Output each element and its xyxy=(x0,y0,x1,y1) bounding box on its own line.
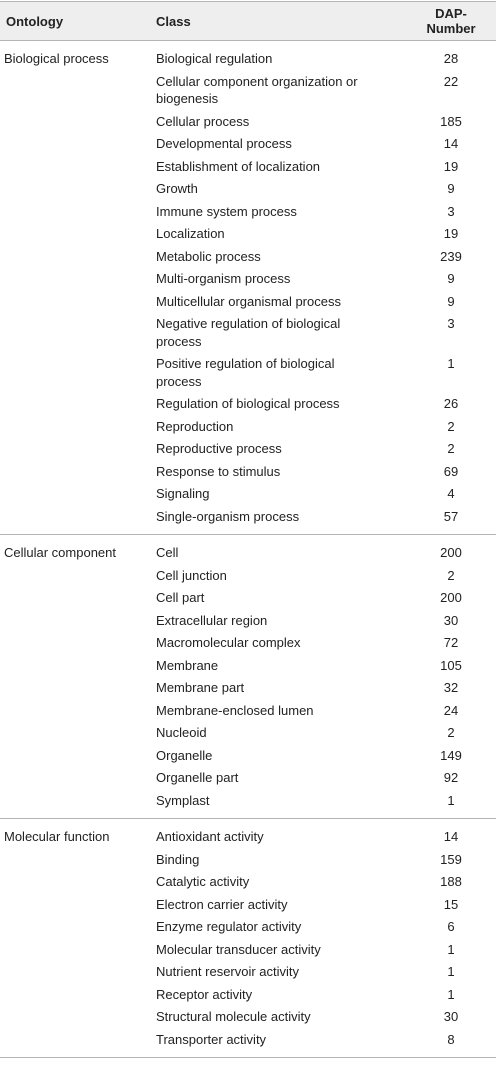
table-row xyxy=(0,41,496,71)
class-cell: Multi-organism process xyxy=(156,271,291,286)
dap-number-cell: 9 xyxy=(447,293,455,309)
class-cell: Macromolecular complex xyxy=(156,635,301,650)
dap-number-cell: 14 xyxy=(443,136,459,151)
header-row xyxy=(0,2,496,41)
dap-number-cell: 188 xyxy=(440,874,462,889)
table-row xyxy=(0,313,496,353)
class-cell: Molecular transducer activity xyxy=(156,941,321,957)
class-cell: Nutrient reservoir activity xyxy=(156,964,300,979)
class-cell: Membrane-enclosed lumen xyxy=(156,702,314,718)
ontology-cell xyxy=(0,983,150,1006)
dap-number-cell: 32 xyxy=(443,680,459,695)
ontology-cell xyxy=(0,871,150,894)
ontology-cell xyxy=(0,353,150,393)
ontology-cell xyxy=(0,178,150,201)
table-row xyxy=(0,587,496,610)
table-row xyxy=(0,70,496,110)
ontology-cell xyxy=(0,564,150,587)
dap-number-cell: 185 xyxy=(440,113,462,129)
class-cell: Localization xyxy=(156,226,225,241)
ontology-cell xyxy=(0,483,150,506)
class-cell: Metabolic process xyxy=(156,248,261,264)
dap-number-cell: 1 xyxy=(447,356,455,371)
ontology-cell xyxy=(0,677,150,700)
table-row xyxy=(0,245,496,268)
table-row xyxy=(0,744,496,767)
table-row xyxy=(0,789,496,819)
ontology-cell: Molecular function xyxy=(4,829,110,844)
class-cell: Multicellular organismal process xyxy=(156,293,341,309)
ontology-cell: Biological process xyxy=(4,51,109,66)
dap-number-cell: 3 xyxy=(447,203,455,219)
ontology-cell xyxy=(0,609,150,632)
ontology-cell xyxy=(0,460,150,483)
table-row xyxy=(0,200,496,223)
dap-number-cell: 19 xyxy=(443,158,459,174)
table-row xyxy=(0,609,496,632)
table-row xyxy=(0,268,496,291)
dap-number-cell: 24 xyxy=(443,702,459,718)
table-row xyxy=(0,871,496,894)
ontology-cell xyxy=(0,961,150,984)
dap-number-cell: 1 xyxy=(402,789,496,819)
header-ontology: Ontology xyxy=(0,2,150,41)
dap-number-cell: 200 xyxy=(440,545,462,560)
table-row xyxy=(0,848,496,871)
ontology-cell xyxy=(0,938,150,961)
dap-number-cell: 2 xyxy=(447,441,455,456)
ontology-cell xyxy=(0,1028,150,1058)
table-row xyxy=(0,155,496,178)
table-header xyxy=(0,2,496,41)
class-cell: Cell part xyxy=(156,590,205,605)
class-cell: Immune system process xyxy=(156,203,297,219)
class-cell: Cellular process xyxy=(156,113,250,129)
class-cell: Extracellular region xyxy=(156,612,268,628)
ontology-cell xyxy=(0,505,150,535)
dap-number-cell: 30 xyxy=(443,612,459,628)
ontology-cell xyxy=(0,155,150,178)
ontology-cell xyxy=(0,767,150,790)
table-row xyxy=(0,983,496,1006)
table-row xyxy=(0,483,496,506)
ontology-cell xyxy=(0,699,150,722)
table-row xyxy=(0,505,496,535)
class-cell: Cell xyxy=(156,545,179,560)
dap-number-cell: 149 xyxy=(440,747,462,763)
dap-number-cell: 8 xyxy=(402,1028,496,1058)
class-cell: Positive regulation of biological process xyxy=(156,356,335,389)
class-cell: Receptor activity xyxy=(156,986,253,1002)
dap-number-cell: 105 xyxy=(440,657,462,673)
dap-number-cell: 57 xyxy=(402,505,496,535)
dap-number-cell: 26 xyxy=(443,396,459,411)
table-row xyxy=(0,393,496,416)
table-row xyxy=(0,290,496,313)
table-row xyxy=(0,223,496,246)
ontology-cell xyxy=(0,268,150,291)
table-row xyxy=(0,460,496,483)
class-cell: Antioxidant activity xyxy=(156,829,264,844)
class-cell: Growth xyxy=(156,181,198,196)
ontology-cell xyxy=(0,916,150,939)
class-cell: Enzyme regulator activity xyxy=(156,919,302,934)
ontology-cell xyxy=(0,587,150,610)
dap-number-cell: 1 xyxy=(447,964,455,979)
dap-number-cell: 239 xyxy=(440,248,462,264)
dap-number-cell: 6 xyxy=(447,919,455,934)
table-row xyxy=(0,938,496,961)
ontology-cell xyxy=(0,789,150,819)
table-row xyxy=(0,819,496,849)
table-row xyxy=(0,767,496,790)
table-row xyxy=(0,677,496,700)
dap-number-cell: 159 xyxy=(440,851,462,867)
class-cell: Regulation of biological process xyxy=(156,396,340,411)
header-class: Class xyxy=(150,2,402,41)
dap-number-cell: 9 xyxy=(447,181,455,196)
dap-number-cell: 9 xyxy=(447,271,455,286)
ontology-cell xyxy=(0,70,150,110)
dap-number-cell: 2 xyxy=(447,418,455,434)
dap-number-cell: 14 xyxy=(443,829,459,844)
ontology-cell xyxy=(0,133,150,156)
dap-number-cell: 92 xyxy=(443,770,459,785)
dap-number-cell: 3 xyxy=(447,316,455,331)
table-row xyxy=(0,438,496,461)
class-cell: Symplast xyxy=(150,789,402,819)
class-cell: Cellular component organization or biogenesis xyxy=(156,73,358,106)
table-row xyxy=(0,961,496,984)
dap-number-cell: 28 xyxy=(443,51,459,66)
dap-number-cell: 30 xyxy=(443,1009,459,1024)
table-row xyxy=(0,699,496,722)
table-row xyxy=(0,535,496,565)
table-row xyxy=(0,893,496,916)
class-cell: Organelle xyxy=(156,747,213,763)
class-cell: Nucleoid xyxy=(156,725,207,740)
table-row xyxy=(0,916,496,939)
dap-number-cell: 2 xyxy=(447,725,455,740)
ontology-cell: Cellular component xyxy=(4,545,117,560)
class-cell: Establishment of localization xyxy=(156,158,321,174)
ontology-cell xyxy=(0,1006,150,1029)
class-cell: Transporter activity xyxy=(150,1028,402,1058)
dap-number-cell: 69 xyxy=(443,463,459,479)
table-body xyxy=(0,41,496,1058)
class-cell: Catalytic activity xyxy=(156,874,250,889)
ontology-cell xyxy=(0,393,150,416)
table-row xyxy=(0,178,496,201)
class-cell: Single-organism process xyxy=(150,505,402,535)
class-cell: Membrane xyxy=(156,657,219,673)
table-row xyxy=(0,564,496,587)
table-row xyxy=(0,353,496,393)
dap-number-cell: 1 xyxy=(447,986,455,1002)
dap-number-cell: 4 xyxy=(447,486,455,501)
class-cell: Organelle part xyxy=(156,770,239,785)
table-row xyxy=(0,654,496,677)
class-cell: Signaling xyxy=(156,486,210,501)
class-cell: Reproductive process xyxy=(156,441,282,456)
dap-ontology-table xyxy=(0,1,496,1058)
ontology-cell xyxy=(0,223,150,246)
header-dap-number: DAP-Number xyxy=(402,2,496,41)
ontology-cell xyxy=(0,245,150,268)
ontology-cell xyxy=(0,415,150,438)
class-cell: Reproduction xyxy=(156,418,234,434)
ontology-cell xyxy=(0,654,150,677)
table-row xyxy=(0,110,496,133)
class-cell: Electron carrier activity xyxy=(156,896,288,912)
dap-number-cell: 1 xyxy=(447,941,455,957)
dap-number-cell: 22 xyxy=(443,73,459,89)
dap-number-cell: 19 xyxy=(443,226,459,241)
class-cell: Biological regulation xyxy=(156,51,273,66)
class-cell: Cell junction xyxy=(156,567,227,583)
ontology-cell xyxy=(0,632,150,655)
ontology-cell xyxy=(0,110,150,133)
class-cell: Response to stimulus xyxy=(156,463,281,479)
table-row xyxy=(0,722,496,745)
class-cell: Structural molecule activity xyxy=(156,1009,311,1024)
table-row xyxy=(0,632,496,655)
table-row xyxy=(0,415,496,438)
table-row xyxy=(0,1006,496,1029)
ontology-cell xyxy=(0,290,150,313)
ontology-cell xyxy=(0,893,150,916)
dap-number-cell: 15 xyxy=(443,896,459,912)
ontology-cell xyxy=(0,722,150,745)
class-cell: Negative regulation of biological process xyxy=(156,316,341,349)
class-cell: Binding xyxy=(156,851,200,867)
dap-number-cell: 2 xyxy=(447,567,455,583)
ontology-cell xyxy=(0,744,150,767)
dap-number-cell: 72 xyxy=(443,635,459,650)
ontology-cell xyxy=(0,848,150,871)
ontology-cell xyxy=(0,313,150,353)
table-row xyxy=(0,133,496,156)
class-cell: Developmental process xyxy=(156,136,292,151)
ontology-cell xyxy=(0,200,150,223)
ontology-cell xyxy=(0,438,150,461)
table-row xyxy=(0,1028,496,1058)
class-cell: Membrane part xyxy=(156,680,245,695)
dap-number-cell: 200 xyxy=(440,590,462,605)
